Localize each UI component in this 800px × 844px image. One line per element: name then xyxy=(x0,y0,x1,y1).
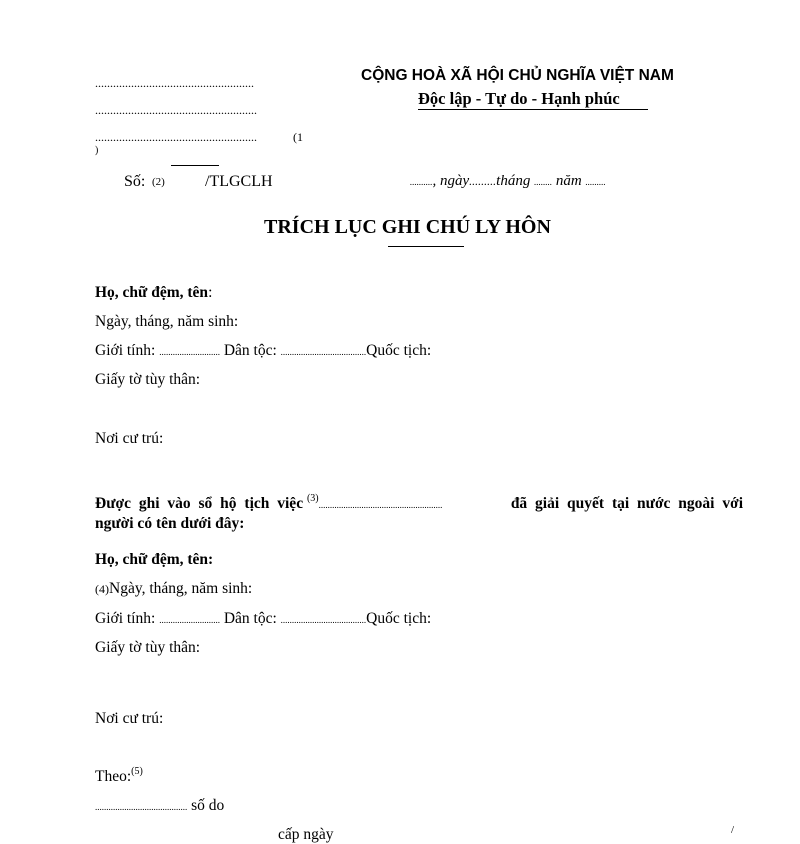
title-underline xyxy=(388,246,464,247)
footnote-ref-2: (2) xyxy=(152,176,165,188)
p2-gender-row xyxy=(95,610,431,628)
motto-underline xyxy=(418,109,648,110)
year-label: năm xyxy=(555,173,582,189)
according-cap-ngay: cấp ngày xyxy=(278,826,334,843)
footnote-ref-1-cont: ) xyxy=(95,145,99,156)
p2-ethnic-dots: ...................................... xyxy=(280,615,367,625)
p1-ethnic-dots: ...................................... xyxy=(280,347,367,357)
recorded-text-b: đã giải quyết tại nước ngoài với xyxy=(510,495,743,512)
p1-id-label: Giấy tờ tùy thân: xyxy=(95,371,201,388)
country-name: CỘNG HOÀ XÃ HỘI CHỦ NGHĨA VIỆT NAM xyxy=(361,67,674,84)
footnote-ref-5: (5) xyxy=(131,766,143,777)
number-suffix: /TLGCLH xyxy=(205,173,273,190)
p2-ethnic-label: Dân tộc: xyxy=(223,610,277,627)
date-line xyxy=(410,173,606,190)
agency-line-3: ...................................................... xyxy=(95,130,257,144)
recorded-dots: ....................................................... xyxy=(318,500,443,510)
p1-gender-row xyxy=(95,342,431,360)
document-title: TRÍCH LỤC GHI CHÚ LY HÔN xyxy=(264,216,551,238)
p1-name-label: Họ, chữ đệm, tên xyxy=(95,284,209,301)
month-label: tháng xyxy=(496,173,531,189)
number-label: Số: xyxy=(124,173,146,190)
motto: Độc lập - Tự do - Hạnh phúc xyxy=(418,89,620,108)
p2-dob-label: Ngày, tháng, năm sinh: xyxy=(109,580,253,597)
agency-line-2: ...................................................... xyxy=(95,103,257,117)
footnote-ref-1: (1 xyxy=(293,130,303,144)
according-row xyxy=(95,768,143,786)
p2-id-label: Giấy tờ tùy thân: xyxy=(95,639,201,656)
p1-gender-label: Giới tính: xyxy=(95,342,156,359)
p1-nationality-label: Quốc tịch: xyxy=(366,342,432,359)
day-place-dots: .......... xyxy=(410,177,433,187)
p2-residence-label: Nơi cư trú: xyxy=(95,710,164,727)
year-dots: ......... xyxy=(585,177,606,187)
day-label: , ngày xyxy=(432,173,470,189)
footnote-ref-3: (3) xyxy=(306,493,319,504)
p1-ethnic-label: Dân tộc: xyxy=(223,342,277,359)
p2-gender-label: Giới tính: xyxy=(95,610,156,627)
according-number-row xyxy=(95,797,224,815)
according-dots: ......................................... xyxy=(95,802,188,812)
p1-residence-label: Nơi cư trú: xyxy=(95,430,164,447)
day-dots: ......... xyxy=(469,174,497,188)
recorded-text-a: Được ghi vào sổ hộ tịch việc xyxy=(95,495,304,512)
agency-underline xyxy=(171,165,219,166)
agency-line-1: ..................................................... xyxy=(95,76,254,90)
p1-gender-dots: ........................... xyxy=(159,347,220,357)
p2-nationality-label: Quốc tịch: xyxy=(366,610,432,627)
p1-dob-label: Ngày, tháng, năm sinh: xyxy=(95,313,239,330)
according-so-do: số do xyxy=(191,797,225,814)
according-label: Theo: xyxy=(95,768,132,785)
recorded-line-1 xyxy=(95,495,743,513)
p2-dob-row xyxy=(95,580,252,598)
p2-gender-dots: ........................... xyxy=(159,615,220,625)
p1-name-row xyxy=(95,284,212,302)
p2-name-label: Họ, chữ đệm, tên: xyxy=(95,551,214,568)
month-dots: ........ xyxy=(534,177,553,187)
footnote-ref-4: (4) xyxy=(95,582,109,596)
according-trail: / xyxy=(731,824,735,836)
recorded-text-c: người có tên dưới đây: xyxy=(95,515,245,532)
p1-name-colon: : xyxy=(208,284,213,301)
